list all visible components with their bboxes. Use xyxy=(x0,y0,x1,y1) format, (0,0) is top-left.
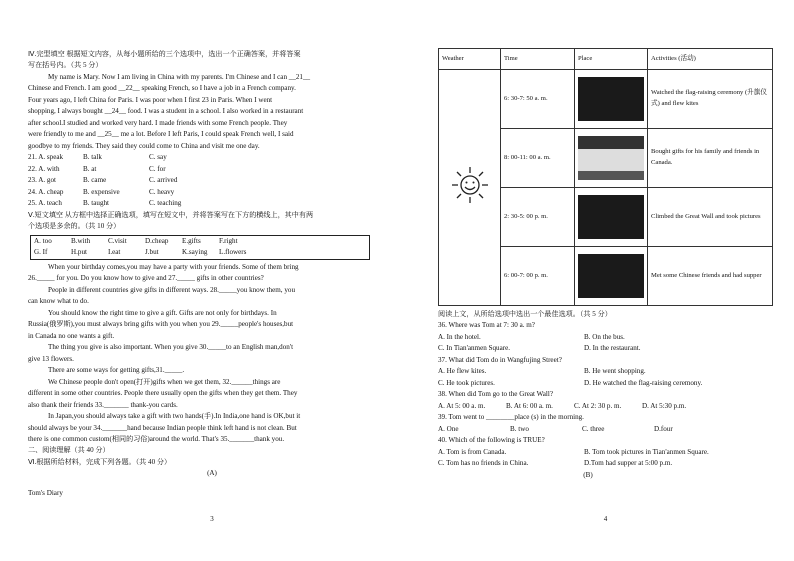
option-row xyxy=(438,378,773,389)
option-d[interactable]: D.Tom had supper at 5:00 p.m. xyxy=(584,459,673,468)
option-row xyxy=(28,198,396,209)
option-b[interactable]: B. Tom took pictures in Tian'anmen Square. xyxy=(584,447,709,456)
page-number: 3 xyxy=(210,514,214,523)
passage-line: We Chinese people don't open(打开)gifts when we get them, 32.______things are xyxy=(48,377,281,386)
option-a[interactable]: 22. A. with xyxy=(28,164,60,173)
page-number: 4 xyxy=(603,514,608,523)
cloze-passage xyxy=(28,72,396,152)
question-40 xyxy=(438,435,773,469)
option-a[interactable]: A. In the hotel. xyxy=(438,332,481,341)
paragraph xyxy=(28,365,396,376)
passage-line: after school.I studied and worked very hard. I made friends with some French people. They xyxy=(28,118,288,127)
passage-line: were friendly to me and __25__ me a lot. Before I left Paris, I could speak French well, I said xyxy=(28,130,294,139)
passage-line: in Canada no one wants a gift. xyxy=(28,331,115,340)
option-b[interactable]: B. On the bus. xyxy=(584,332,625,341)
section5-title-cont: 个选项是多余的。（共 10 分） xyxy=(28,222,121,231)
option-row xyxy=(438,343,773,354)
option-row xyxy=(28,187,396,198)
passage-line: there is one common custom(相同的习俗)around the world. That's 35._______thank you. xyxy=(28,434,285,443)
header-activities: Activities (活动) xyxy=(648,49,773,70)
header-weather: Weather xyxy=(439,49,501,70)
question-37 xyxy=(438,355,773,389)
paragraph xyxy=(28,342,396,365)
option-row xyxy=(438,458,773,469)
table-row xyxy=(439,70,773,129)
option-a[interactable]: A. At 5: 00 a. m. xyxy=(438,401,486,410)
diary-title: Tom's Diary xyxy=(28,488,63,497)
gift-passage xyxy=(28,262,396,446)
option-a[interactable]: 25. A. teach xyxy=(28,199,62,208)
time-cell: 2: 30-5: 00 p. m. xyxy=(501,188,575,247)
option-b[interactable]: B. At 6: 00 a. m. xyxy=(506,401,553,410)
word-row xyxy=(34,247,366,258)
question-text: 40. Which of the following is TRUE? xyxy=(438,436,545,445)
label-a: (A) xyxy=(207,469,217,478)
header-place: Place xyxy=(575,49,648,70)
option-c[interactable]: C. heavy xyxy=(149,187,175,196)
place-cell xyxy=(575,247,648,306)
passage-line: give 13 flowers. xyxy=(28,354,74,363)
right-page xyxy=(438,0,773,561)
option-a[interactable]: 21. A. speak xyxy=(28,153,64,162)
option-row xyxy=(438,424,773,435)
place-cell xyxy=(575,129,648,188)
place-cell xyxy=(575,188,648,247)
time-cell: 8: 00-11: 00 a. m. xyxy=(501,129,575,188)
passage-line: People in different countries give gifts in different ways. 28._____you know them, you xyxy=(48,285,295,294)
passage-line: different in some other countries. People there usually open the gifts when they get them. They xyxy=(28,389,298,398)
option-b[interactable]: B. came xyxy=(83,176,107,185)
option-b[interactable]: B. two xyxy=(510,424,529,433)
option-b[interactable]: B. expensive xyxy=(83,187,120,196)
passage-line: 26._____ for you. Do you know how to give and 27._____ gifts in other countries? xyxy=(28,274,264,283)
option-d[interactable]: D.four xyxy=(654,424,673,433)
time-cell: 6: 00-7: 00 p. m. xyxy=(501,247,575,306)
cloze-options xyxy=(28,152,396,209)
passage-line: can know what to do. xyxy=(28,297,89,306)
passage-line: In Japan,you should always take a gift with two hands(手).In India,one hand is OK,but it xyxy=(48,412,301,421)
section4-title: Ⅳ.完型填空 根据短文内容，从每小题所给的三个选项中，选出一个正确答案，并将答案 xyxy=(28,50,301,58)
passage-line: My name is Mary. Now I am living in China with my parents. I'm Chinese and I can __21__ xyxy=(48,72,311,81)
option-row xyxy=(28,152,396,163)
passage-line: The thing you give is also important. When you give 30._____to an English man,don't xyxy=(48,343,294,352)
option-c[interactable]: C. three xyxy=(582,424,605,433)
reading-instruction: 阅读上文，从所给选项中选出一个最佳选项。（共 5 分） xyxy=(438,310,612,318)
word-option: G. If xyxy=(34,248,48,257)
option-a[interactable]: 24. A. cheap xyxy=(28,187,64,196)
option-row xyxy=(438,447,773,458)
question-text: 38. When did Tom go to the Great Wall? xyxy=(438,390,553,399)
question-text: 36. Where was Tom at 7: 30 a. m? xyxy=(438,321,535,330)
section5-title: Ⅴ.短文填空 从方框中选择正确选项，填写在短文中，并将答案写在下方的横线上，其中有两 xyxy=(28,210,314,219)
section6-title: Ⅵ.根据所给材料，完成下列各题。（共 40 分） xyxy=(28,457,172,466)
passage-line: There are some ways for getting gifts,31._____. xyxy=(48,366,185,375)
store-photo xyxy=(578,136,644,180)
weather-cell xyxy=(439,70,501,306)
paragraph xyxy=(28,285,396,308)
word-option: C.visit xyxy=(108,236,127,245)
activity-cell: Bought gifts for his family and friends in Canada. xyxy=(648,129,773,188)
passage-line: Chinese and French. I am good __22__ speaking French, so I have a job in a French company. xyxy=(28,84,296,93)
option-c[interactable]: C. teaching xyxy=(149,199,182,208)
activity-cell: Watched the flag-raising ceremony (升旗仪式) and flew kites xyxy=(648,70,773,129)
option-a[interactable]: 23. A. got xyxy=(28,176,56,185)
option-c[interactable]: C. say xyxy=(149,153,167,162)
left-page xyxy=(28,0,396,561)
passage-line: also thank their friends 33._______ thank-you cards. xyxy=(28,400,178,409)
option-c[interactable]: C. arrived xyxy=(149,176,178,185)
option-row xyxy=(438,366,773,377)
word-option: F.right xyxy=(219,236,238,245)
passage-line: should always be your 34._______hand because Indian people think left hand is not clean. But xyxy=(28,423,297,432)
option-c[interactable]: C. Tom has no friends in China. xyxy=(438,459,529,468)
great-wall-photo xyxy=(578,195,644,239)
option-c[interactable]: C. In Tian'anmen Square. xyxy=(438,344,511,353)
section4-title-cont: 写在括号内。（共 5 分） xyxy=(28,61,103,70)
word-option: H.put xyxy=(71,248,87,257)
passage-line: You should know the right time to give a gift. Gifts are not only for birthdays. In xyxy=(48,308,277,317)
option-row xyxy=(28,164,396,175)
word-option: A. too xyxy=(34,236,52,245)
word-option: J.but xyxy=(145,248,159,257)
passage-line: goodbye to my friends. They said they could come to China and visit me one day. xyxy=(28,141,260,150)
paragraph xyxy=(28,308,396,342)
time-cell: 6: 30-7: 50 a. m. xyxy=(501,70,575,129)
option-b[interactable]: B. taught xyxy=(83,199,110,208)
passage-line: Four years ago, I left China for Paris. I was poor when I first 23 in Paris. When I went xyxy=(28,95,273,104)
header-time: Time xyxy=(501,49,575,70)
option-a[interactable]: A. He flew kites. xyxy=(438,367,487,376)
tiananmen-photo xyxy=(578,77,644,121)
passage-line: When your birthday comes,you may have a party with your friends. Some of them bring xyxy=(48,262,299,271)
option-c[interactable]: C. He took pictures. xyxy=(438,378,495,387)
option-b[interactable]: B. talk xyxy=(83,153,102,162)
passage-line: shopping, I always bought __24__ food. I was a student in a school. I also worked in a restaurant xyxy=(28,107,304,116)
option-b[interactable]: B. at xyxy=(83,164,97,173)
option-row xyxy=(438,401,773,412)
word-option: I.eat xyxy=(108,248,121,257)
option-b[interactable]: B. He went shopping. xyxy=(584,367,646,376)
paragraph xyxy=(28,411,396,445)
option-row xyxy=(438,332,773,343)
option-c[interactable]: C. At 2: 30 p. m. xyxy=(574,401,622,410)
option-row xyxy=(28,175,396,186)
passage-line: Russia(俄罗斯),you must always bring gifts with you when you 29._____people's houses,but xyxy=(28,320,294,329)
option-c[interactable]: C. for xyxy=(149,164,166,173)
option-a[interactable]: A. One xyxy=(438,424,459,433)
restaurant-photo xyxy=(578,254,644,298)
option-d[interactable]: D. At 5:30 p.m. xyxy=(642,401,687,410)
question-36 xyxy=(438,320,773,354)
activity-cell: Climbed the Great Wall and took pictures xyxy=(648,188,773,247)
option-d[interactable]: D. He watched the flag-raising ceremony. xyxy=(584,378,703,387)
table-header-row xyxy=(439,49,773,70)
word-option: K.saying xyxy=(182,248,208,257)
question-39 xyxy=(438,412,773,435)
activity-cell: Met some Chinese friends and had supper xyxy=(648,247,773,306)
part2-title: 二、阅读理解（共 40 分） xyxy=(28,446,110,455)
option-d[interactable]: D. In the restaurant. xyxy=(584,344,641,353)
label-b: (B) xyxy=(583,470,593,479)
word-option: D.cheap xyxy=(145,236,169,245)
diary-table xyxy=(438,48,773,306)
paragraph xyxy=(28,262,396,285)
paragraph xyxy=(28,377,396,411)
word-option: E.gifts xyxy=(182,236,201,245)
word-box xyxy=(30,235,370,260)
word-row xyxy=(34,236,366,247)
question-text: 37. What did Tom do in Wangfujing Street? xyxy=(438,355,562,364)
sun-icon xyxy=(450,165,490,205)
question-38 xyxy=(438,389,773,412)
word-option: L.flowers xyxy=(219,248,247,257)
word-option: B.with xyxy=(71,236,91,245)
option-a[interactable]: A. Tom is from Canada. xyxy=(438,447,507,456)
place-cell xyxy=(575,70,648,129)
question-text: 39. Tom went to ________place (s) in the morning. xyxy=(438,413,584,422)
